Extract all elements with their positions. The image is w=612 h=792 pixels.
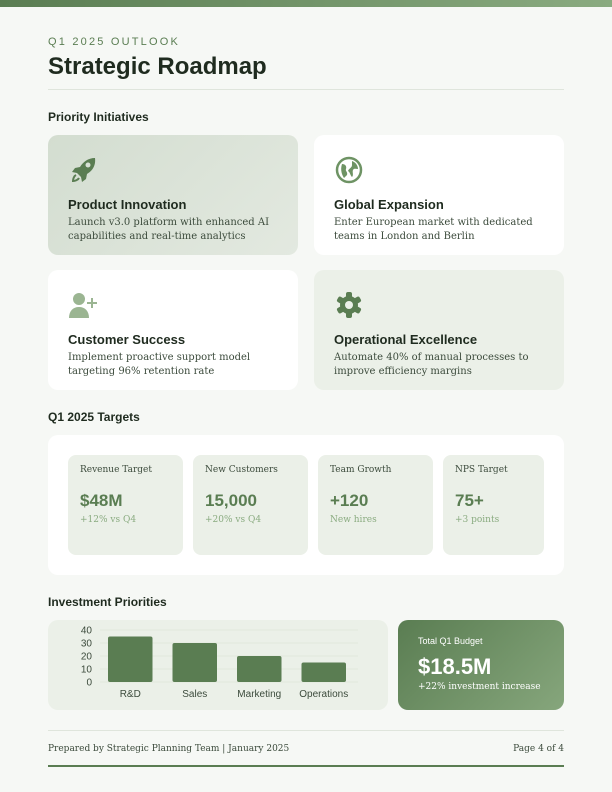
- footer-divider: [48, 730, 564, 731]
- globe-icon: [334, 155, 364, 185]
- target-label: NPS Target: [455, 465, 508, 475]
- y-tick-label: 40: [80, 625, 92, 637]
- x-tick-label: Marketing: [237, 689, 282, 700]
- target-card: [193, 455, 308, 555]
- target-sub: +20% vs Q4: [205, 515, 262, 525]
- rocket-icon: [68, 155, 98, 185]
- y-tick-label: 20: [80, 651, 92, 663]
- title-divider: [48, 89, 564, 90]
- initiative-title: Customer Success: [68, 332, 186, 347]
- target-label: New Customers: [205, 465, 278, 475]
- budget-label: Total Q1 Budget: [418, 636, 483, 646]
- x-tick-label: R&D: [119, 689, 141, 700]
- targets-panel: [48, 435, 564, 575]
- page-title: Strategic Roadmap: [48, 53, 267, 80]
- target-value: 15,000: [205, 491, 257, 510]
- y-tick-label: 0: [86, 677, 92, 689]
- target-card: [68, 455, 183, 555]
- initiative-card-operational-excellence: [314, 270, 564, 390]
- initiative-title: Global Expansion: [334, 197, 444, 212]
- target-card: [443, 455, 544, 555]
- page-number: Page 4 of 4: [513, 744, 564, 754]
- bar-sales: [173, 643, 218, 682]
- footer: [48, 744, 564, 754]
- initiative-card-global-expansion: [314, 135, 564, 255]
- bottom-accent-line: [48, 765, 564, 767]
- initiative-desc: Automate 40% of manual processes to improve efficiency margins: [334, 352, 529, 377]
- initiative-desc: Enter European market with dedicated teams in London and Berlin: [334, 217, 533, 242]
- investment-heading: Investment Priorities: [48, 595, 167, 609]
- user-plus-icon: [68, 290, 98, 320]
- budget-sub: +22% investment increase: [418, 682, 541, 692]
- targets-heading: Q1 2025 Targets: [48, 410, 140, 424]
- target-sub: +12% vs Q4: [80, 515, 137, 525]
- footer-credit: Prepared by Strategic Planning Team | January 2025: [48, 744, 290, 754]
- investment-chart-card: [48, 620, 388, 710]
- target-card: [318, 455, 433, 555]
- initiative-card-customer-success: [48, 270, 298, 390]
- bar-rd: [108, 637, 153, 683]
- eyebrow: Q1 2025 OUTLOOK: [48, 36, 181, 48]
- top-accent-bar: [0, 0, 612, 7]
- initiative-card-product-innovation: [48, 135, 298, 255]
- gear-icon: [334, 290, 364, 320]
- x-tick-label: Operations: [299, 689, 349, 700]
- budget-value: $18.5M: [418, 654, 492, 679]
- initiatives-heading: Priority Initiatives: [48, 110, 149, 124]
- target-label: Revenue Target: [80, 465, 152, 475]
- target-label: Team Growth: [330, 465, 392, 475]
- bar-operations: [302, 663, 347, 683]
- y-tick-label: 30: [80, 638, 92, 650]
- target-value: 75+: [455, 491, 484, 510]
- y-tick-label: 10: [80, 664, 92, 676]
- initiative-desc: Implement proactive support model targeting 96% retention rate: [68, 352, 251, 377]
- target-value: +120: [330, 491, 369, 510]
- target-sub: New hires: [330, 515, 377, 525]
- target-sub: +3 points: [455, 515, 500, 525]
- initiative-title: Operational Excellence: [334, 332, 478, 347]
- bar-marketing: [237, 656, 282, 682]
- investment-bar-chart: [48, 620, 388, 710]
- budget-card: [398, 620, 564, 710]
- initiative-title: Product Innovation: [68, 197, 187, 212]
- target-value: $48M: [80, 491, 123, 510]
- initiative-desc: Launch v3.0 platform with enhanced AI capabilities and real-time analytics: [68, 217, 270, 242]
- x-tick-label: Sales: [182, 689, 208, 700]
